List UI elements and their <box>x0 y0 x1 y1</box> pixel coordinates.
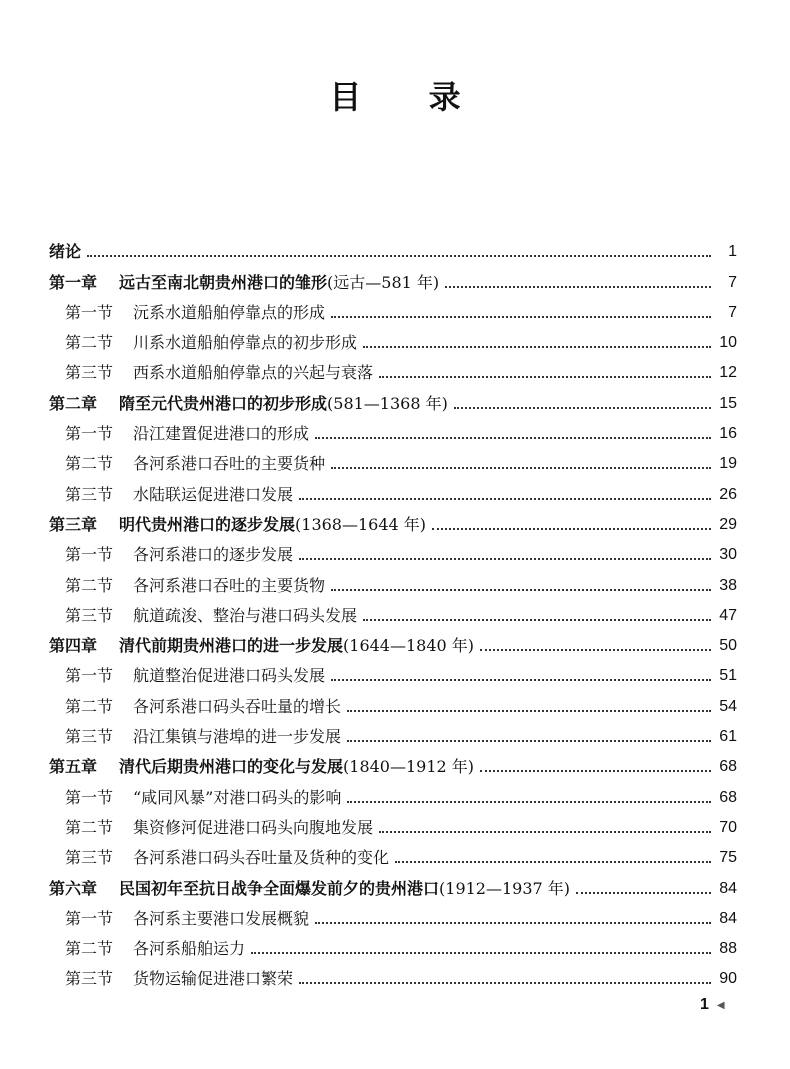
toc-entry-title: 航道疏浚、整治与港口码头发展 <box>133 605 358 625</box>
toc-entry-title: 各河系港口吞吐的主要货种 <box>133 454 326 474</box>
toc-page-number: 61 <box>719 728 737 746</box>
toc-entry-number: 第一章 <box>49 272 98 292</box>
toc-page-number: 51 <box>719 667 737 685</box>
toc-page-number: 75 <box>719 849 737 867</box>
toc-entry-title: 隋至元代贵州港口的初步形成 <box>119 393 328 413</box>
toc-entry-number: 第一节 <box>65 666 114 686</box>
toc-section-entry[interactable] <box>49 959 737 989</box>
toc-page-number: 88 <box>719 940 737 958</box>
dot-leader <box>363 619 711 621</box>
toc-page-number: 15 <box>719 394 737 412</box>
toc-entry-number: 第二节 <box>65 817 114 837</box>
toc-entry-number: 第一节 <box>65 424 114 444</box>
toc-section-entry[interactable] <box>49 353 737 383</box>
toc-section-entry[interactable] <box>49 323 737 353</box>
toc-page-number: 84 <box>719 909 737 927</box>
toc-section-entry[interactable] <box>49 414 737 444</box>
toc-chapter-entry[interactable] <box>49 626 737 656</box>
toc-entry-title: 西系水道船舶停靠点的兴起与衰落 <box>133 363 374 383</box>
dot-leader <box>480 649 711 651</box>
dot-leader <box>454 407 711 409</box>
toc-entry-title: 清代后期贵州港口的变化与发展 <box>119 757 344 777</box>
toc-chapter-entry[interactable] <box>49 868 737 898</box>
toc-entry-number: 第四章 <box>49 636 98 656</box>
dot-leader <box>299 558 711 560</box>
toc-section-entry[interactable] <box>49 656 737 686</box>
dot-leader <box>347 710 711 712</box>
dot-leader <box>347 740 711 742</box>
toc-entry-period: (1644—1840 年) <box>343 636 475 656</box>
toc-section-entry[interactable] <box>49 444 737 474</box>
toc-entry-number: 第二节 <box>65 575 114 595</box>
toc-page-number: 19 <box>719 455 737 473</box>
toc-entry-title: 清代前期贵州港口的进一步发展 <box>119 636 344 656</box>
dot-leader <box>331 589 711 591</box>
toc-entry-number: 第一节 <box>65 787 114 807</box>
toc-section-entry[interactable] <box>49 838 737 868</box>
toc-entry-number: 第三节 <box>65 848 114 868</box>
toc-entry-title: 川系水道船舶停靠点的初步形成 <box>133 333 358 353</box>
toc-entry-number: 第二节 <box>65 696 114 716</box>
toc-intro-entry[interactable] <box>49 232 737 262</box>
toc-entry-title: 远古至南北朝贵州港口的雏形 <box>119 272 328 292</box>
dot-leader <box>363 346 711 348</box>
dot-leader <box>331 316 711 318</box>
toc-page-number: 1 <box>728 243 737 261</box>
toc-entry-number: 第二节 <box>65 454 114 474</box>
toc-chapter-entry[interactable] <box>49 262 737 292</box>
toc-entry-number: 第三节 <box>65 605 114 625</box>
toc-entry-title: 各河系港口码头吞吐量的增长 <box>133 696 342 716</box>
toc-entry-number: 第一节 <box>65 302 114 322</box>
toc-page-number: 47 <box>719 606 737 624</box>
toc-entry-period: (远古—581 年) <box>327 272 440 292</box>
toc-entry-title: 集资修河促进港口码头向腹地发展 <box>133 817 374 837</box>
page-title: 目 录 <box>329 78 489 116</box>
toc-page-number: 26 <box>719 485 737 503</box>
toc-entry-title: 各河系港口吞吐的主要货物 <box>133 575 326 595</box>
toc-page-number: 90 <box>719 970 737 988</box>
toc-page-number: 70 <box>719 818 737 836</box>
toc-entry-number: 第一节 <box>65 545 114 565</box>
toc-page-number: 68 <box>719 788 737 806</box>
dot-leader <box>576 892 711 894</box>
toc-entry-title: 绪论 <box>49 242 82 262</box>
toc-section-entry[interactable] <box>49 596 737 626</box>
dot-leader <box>87 255 711 257</box>
toc-entry-number: 第二章 <box>49 393 98 413</box>
toc-entry-number: 第三章 <box>49 514 98 534</box>
toc-chapter-entry[interactable] <box>49 383 737 413</box>
toc-chapter-entry[interactable] <box>49 505 737 535</box>
dot-leader <box>445 286 711 288</box>
toc-page-number: 38 <box>719 576 737 594</box>
dot-leader <box>379 376 711 378</box>
toc-entry-title: 各河系港口的逐步发展 <box>133 545 294 565</box>
toc-page-number: 7 <box>728 273 737 291</box>
dot-leader <box>315 922 711 924</box>
toc-entry-title: 沅系水道船舶停靠点的形成 <box>133 302 326 322</box>
dot-leader <box>347 801 711 803</box>
toc-section-entry[interactable] <box>49 535 737 565</box>
toc-entry-period: (1368—1644 年) <box>295 514 427 534</box>
toc-entry-title: 民国初年至抗日战争全面爆发前夕的贵州港口 <box>119 878 440 898</box>
dot-leader <box>480 770 711 772</box>
toc-entry-period: (1840—1912 年) <box>343 757 475 777</box>
toc-section-entry[interactable] <box>49 474 737 504</box>
toc-page-number: 10 <box>719 334 737 352</box>
toc-entry-title: 各河系港口码头吞吐量及货种的变化 <box>133 848 390 868</box>
toc-page-number: 84 <box>719 879 737 897</box>
toc-entry-period: (581—1368 年) <box>327 393 448 413</box>
toc-section-entry[interactable] <box>49 293 737 323</box>
table-of-contents <box>49 232 737 989</box>
toc-section-entry[interactable] <box>49 777 737 807</box>
toc-entry-title: 各河系主要港口发展概貌 <box>133 908 310 928</box>
toc-entry-number: 第六章 <box>49 878 98 898</box>
toc-entry-period: (1912—1937 年) <box>439 878 571 898</box>
toc-entry-number: 第二节 <box>65 939 114 959</box>
toc-entry-number: 第三节 <box>65 484 114 504</box>
toc-page-number: 29 <box>719 515 737 533</box>
toc-entry-title: 水陆联运促进港口发展 <box>133 484 294 504</box>
toc-section-entry[interactable] <box>49 686 737 716</box>
toc-entry-number: 第三节 <box>65 969 114 989</box>
toc-entry-number: 第三节 <box>65 727 114 747</box>
toc-entry-number: 第五章 <box>49 757 98 777</box>
toc-page-number: 54 <box>719 697 737 715</box>
toc-entry-title: 沿江集镇与港埠的进一步发展 <box>133 727 342 747</box>
dot-leader <box>432 528 711 530</box>
toc-page-number: 7 <box>728 303 737 321</box>
dot-leader <box>331 679 711 681</box>
toc-page-number: 16 <box>719 425 737 443</box>
toc-page-number: 12 <box>719 364 737 382</box>
dot-leader <box>315 437 711 439</box>
toc-page-number: 30 <box>719 546 737 564</box>
dot-leader <box>299 982 711 984</box>
folio-number: 1 <box>700 996 709 1013</box>
toc-entry-title: “咸同风暴”对港口码头的影响 <box>133 787 342 807</box>
toc-section-entry[interactable] <box>49 565 737 595</box>
toc-section-entry[interactable] <box>49 929 737 959</box>
toc-entry-title: 明代贵州港口的逐步发展 <box>119 514 296 534</box>
toc-section-entry[interactable] <box>49 717 737 747</box>
toc-entry-title: 航道整治促进港口码头发展 <box>133 666 326 686</box>
page-folio <box>700 996 725 1014</box>
toc-entry-title: 货物运输促进港口繁荣 <box>133 969 294 989</box>
toc-entry-title: 沿江建置促进港口的形成 <box>133 424 310 444</box>
left-triangle-icon: ◀ <box>716 999 725 1011</box>
toc-entry-number: 第二节 <box>65 333 114 353</box>
dot-leader <box>379 831 711 833</box>
toc-section-entry[interactable] <box>49 899 737 929</box>
dot-leader <box>251 952 711 954</box>
toc-section-entry[interactable] <box>49 808 737 838</box>
toc-chapter-entry[interactable] <box>49 747 737 777</box>
toc-entry-number: 第三节 <box>65 363 114 383</box>
dot-leader <box>331 467 711 469</box>
toc-entry-number: 第一节 <box>65 908 114 928</box>
toc-entry-title: 各河系船舶运力 <box>133 939 246 959</box>
toc-page-number: 50 <box>719 637 737 655</box>
dot-leader <box>299 498 711 500</box>
dot-leader <box>395 861 711 863</box>
toc-page-number: 68 <box>719 758 737 776</box>
